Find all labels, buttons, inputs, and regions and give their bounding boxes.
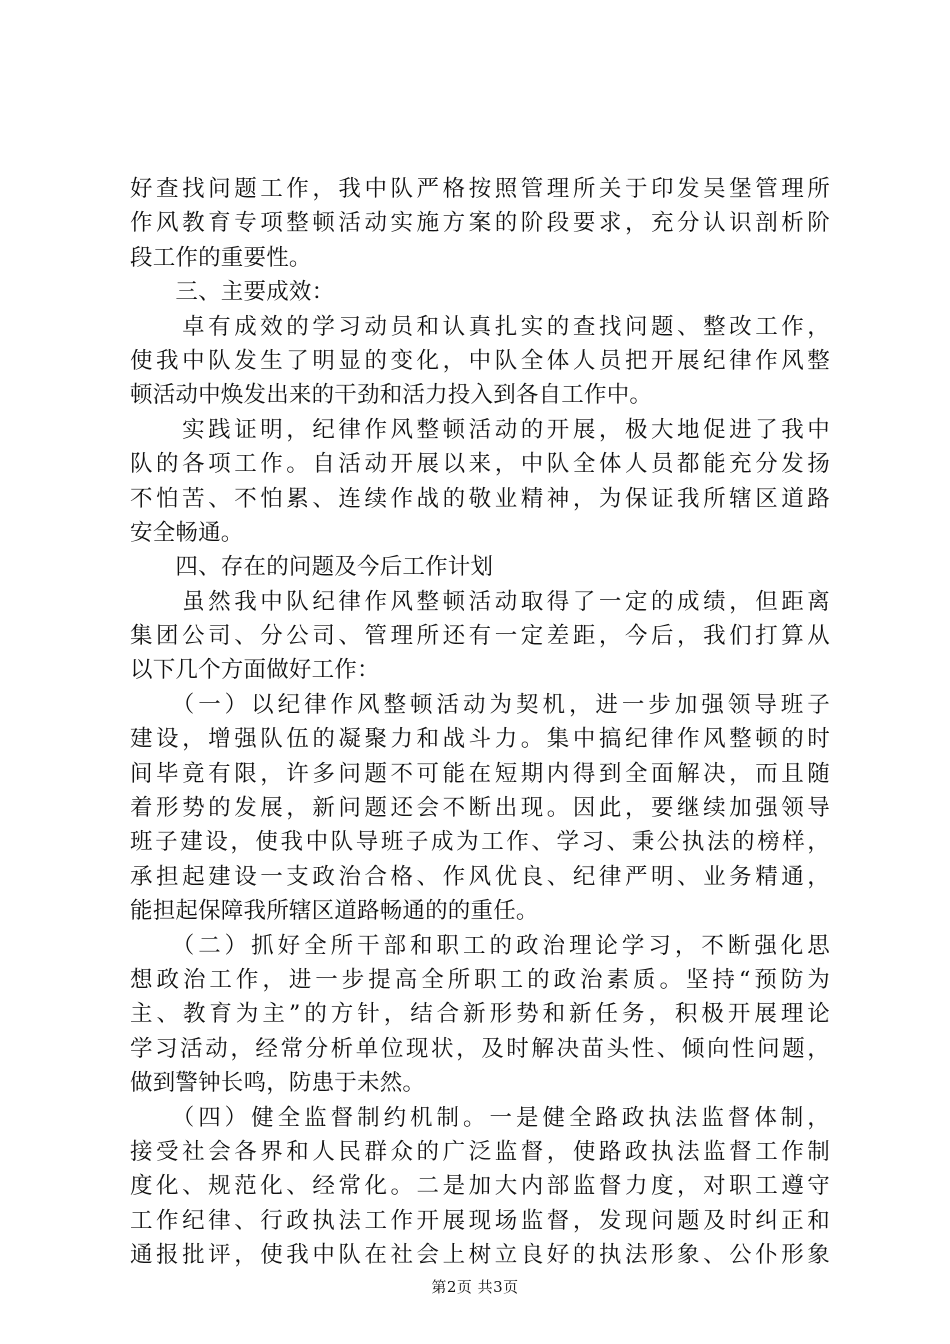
text-line: （一）以纪律作风整顿活动为契机，进一步加强领导班子 <box>130 691 830 718</box>
text-line: 集团公司、分公司、管理所还有一定差距，今后，我们打算从 <box>130 623 830 650</box>
text-line: 学习活动，经常分析单位现状，及时解决苗头性、倾向性问题， <box>130 1035 830 1062</box>
text-line: 班子建设，使我中队导班子成为工作、学习、秉公执法的榜样， <box>130 829 830 856</box>
text-line: （二）抓好全所干部和职工的政治理论学习，不断强化思 <box>130 932 830 959</box>
text-line: 建设，增强队伍的凝聚力和战斗力。集中搞纪律作风整顿的时 <box>130 726 830 753</box>
text-line: 安全畅通。 <box>130 519 244 546</box>
text-line: 好查找问题工作，我中队严格按照管理所关于印发吴堡管理所 <box>130 176 830 202</box>
text-line: 通报批评，使我中队在社会上树立良好的执法形象、公仆形象 <box>130 1242 830 1269</box>
text-line: 能担起保障我所辖区道路畅通的的重任。 <box>130 898 539 925</box>
text-line: 虽然我中队纪律作风整顿活动取得了一定的成绩，但距离 <box>130 588 830 615</box>
text-line: 着形势的发展，新问题还会不断出现。因此，要继续加强领导 <box>130 795 830 822</box>
text-line: 接受社会各界和人民群众的广泛监督，使路政执法监督工作制 <box>130 1138 830 1165</box>
page-total: 共3页 <box>477 1278 519 1296</box>
text-line: 不怕苦、不怕累、连续作战的敬业精神，为保证我所辖区道路 <box>130 485 830 512</box>
document-body <box>130 172 830 1273</box>
text-line: 实践证明，纪律作风整顿活动的开展，极大地促进了我中 <box>130 416 830 443</box>
text-line: 想政治工作，进一步提高全所职工的政治素质。坚持“预防为 <box>130 966 830 993</box>
text-line: 以下几个方面做好工作： <box>130 657 380 684</box>
text-line: 队的各项工作。自活动开展以来，中队全体人员都能充分发扬 <box>130 451 830 478</box>
page-number: 第2页 <box>431 1278 473 1296</box>
text-line: 度化、规范化、经常化。二是加大内部监督力度，对职工遵守 <box>130 1173 830 1200</box>
text-line: 段工作的重要性。 <box>130 244 312 271</box>
text-line: （四）健全监督制约机制。一是健全路政执法监督体制， <box>130 1104 830 1131</box>
page-footer <box>0 1276 950 1297</box>
text-line: 间毕竟有限，许多问题不可能在短期内得到全面解决，而且随 <box>130 760 830 787</box>
text-line: 顿活动中焕发出来的干劲和活力投入到各自工作中。 <box>130 382 653 409</box>
text-line: 使我中队发生了明显的变化，中队全体人员把开展纪律作风整 <box>130 347 830 374</box>
section-heading: 四、存在的问题及今后工作计划 <box>130 554 494 581</box>
section-heading: 三、主要成效： <box>130 279 335 306</box>
text-line: 主、教育为主”的方针，结合新形势和新任务，积极开展理论 <box>130 1001 830 1028</box>
text-line: 作风教育专项整顿活动实施方案的阶段要求，充分认识剖析阶 <box>130 210 830 237</box>
text-line: 承担起建设一支政治合格、作风优良、纪律严明、业务精通， <box>130 863 830 890</box>
text-line: 工作纪律、行政执法工作开展现场监督，发现问题及时纠正和 <box>130 1207 830 1234</box>
text-line: 做到警钟长鸣，防患于未然。 <box>130 1070 426 1097</box>
text-line: 卓有成效的学习动员和认真扎实的查找问题、整改工作， <box>130 313 830 340</box>
